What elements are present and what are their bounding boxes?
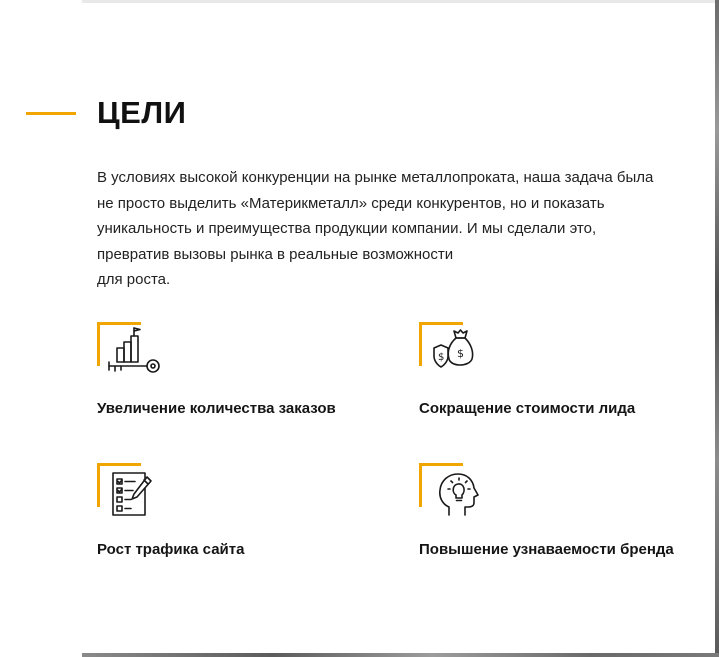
chart-key-icon <box>97 322 161 378</box>
checklist-pen-icon <box>97 463 161 519</box>
background-edge-right <box>715 0 719 657</box>
section-title: ЦЕЛИ <box>97 95 187 130</box>
section-intro <box>97 165 709 293</box>
goal-label: Повышение узнаваемости бренда <box>419 541 674 558</box>
goal-label: Рост трафика сайта <box>97 541 245 558</box>
svg-text:$: $ <box>438 352 445 363</box>
money-bag-shield-icon <box>419 322 483 378</box>
intro-line: превратив вызовы рынка в реальные возможности <box>97 245 454 263</box>
intro-line: не просто выделить «Материкметалл» среди конкурентов, но и показать <box>97 194 605 212</box>
intro-line: уникальность и преимущества продукции компании. И мы сделали это, <box>97 220 597 237</box>
goal-label: Увеличение количества заказов <box>97 400 336 417</box>
svg-text:$: $ <box>457 347 464 360</box>
goal-label: Сокращение стоимости лида <box>419 400 636 417</box>
intro-line: В условиях высокой конкуренции на рынке металлопроката, наша задача была <box>97 169 654 186</box>
title-accent-line <box>26 112 76 115</box>
intro-line: для роста. <box>97 271 171 288</box>
head-lightbulb-icon <box>419 463 483 519</box>
background-edge-bottom <box>82 653 719 657</box>
